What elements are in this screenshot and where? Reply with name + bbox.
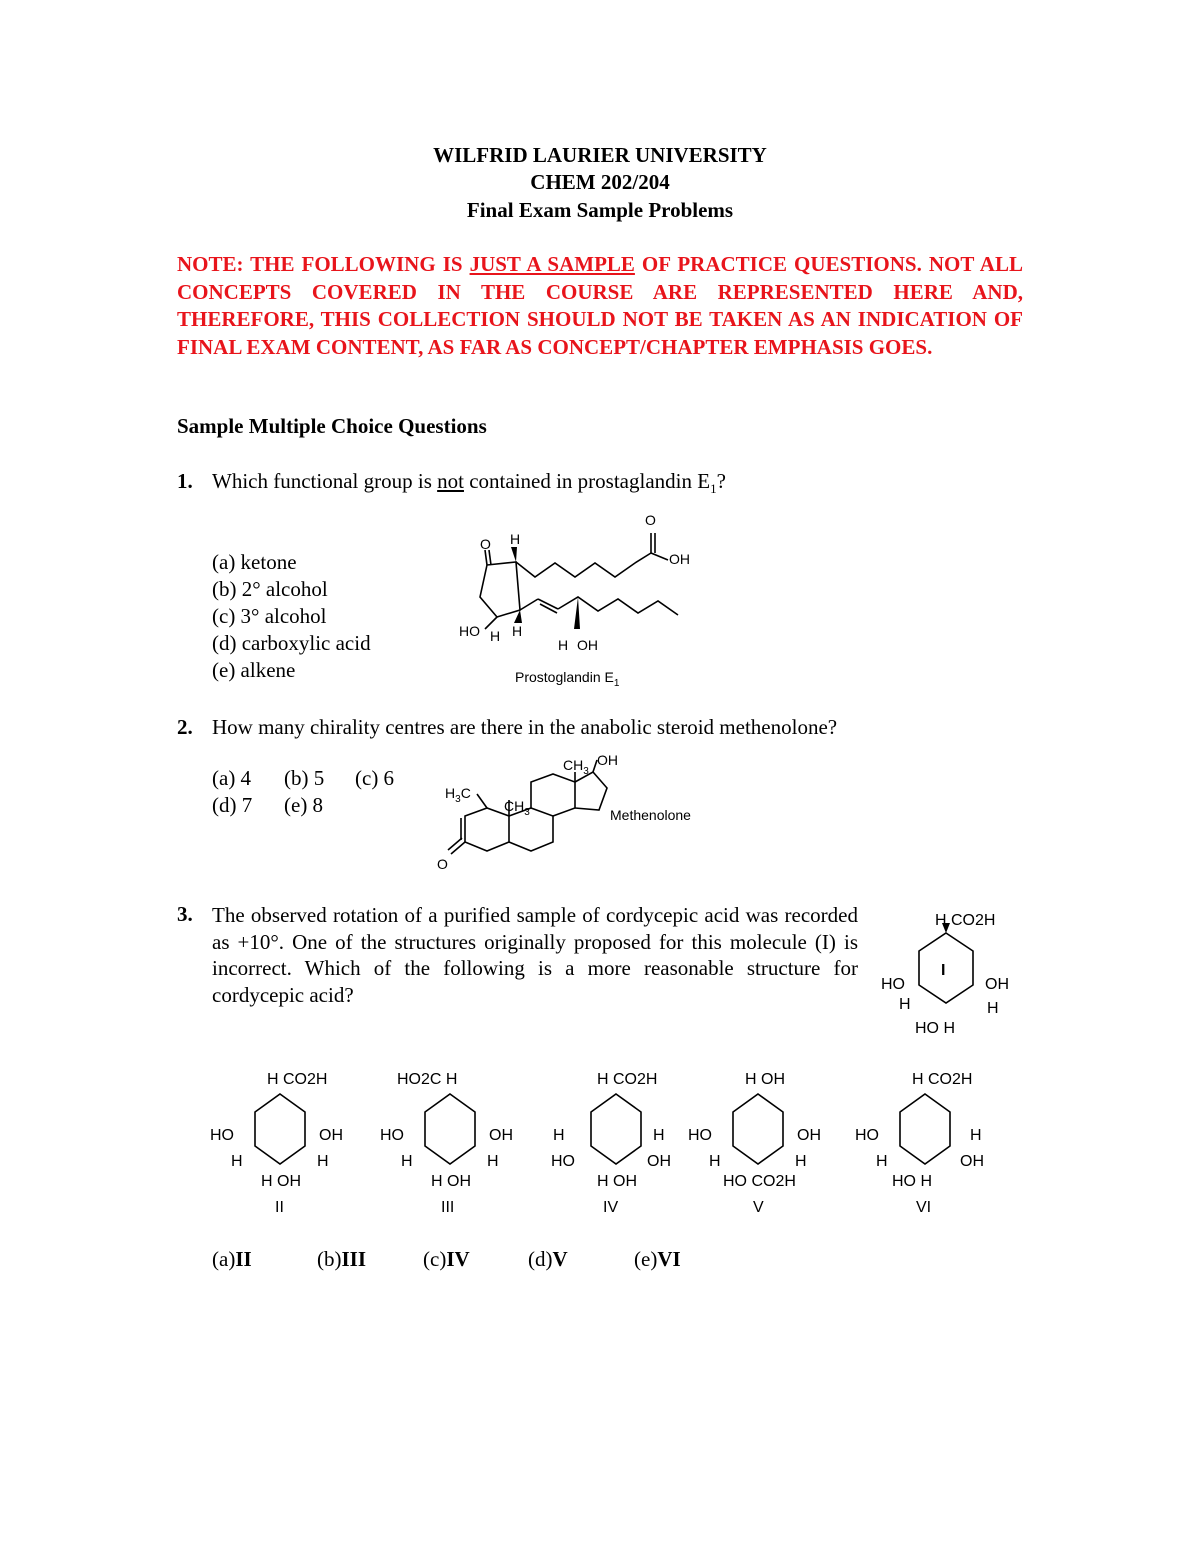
meth-label-ch3-top: $CH_3$ (563, 757, 589, 777)
document-title: Final Exam Sample Problems (466, 198, 734, 222)
q2-option-b[interactable]: (b) 5 (284, 766, 325, 790)
structure-V (683, 1062, 843, 1222)
structure-I-bl: H (899, 996, 911, 1013)
q3-option-d[interactable]: (d)V (528, 1247, 568, 1271)
structure-IV-bottom: H OH (597, 1173, 637, 1190)
structure-V-top: H OH (745, 1071, 785, 1088)
q3-option-e[interactable]: (e)VI (634, 1247, 681, 1271)
structure-II-bottom: H OH (261, 1173, 301, 1190)
meth-label-ch3-mid: $CH_3$ (504, 798, 530, 818)
structure-II-top: H CO2H (267, 1071, 328, 1088)
structure-V-br: H (795, 1153, 807, 1170)
structure-VI-label: VI (916, 1199, 932, 1216)
structure-VI-bottom: HO H (892, 1173, 932, 1190)
meth-label-o: O (437, 856, 448, 872)
pg-label-h-side: H (558, 637, 569, 653)
structure-II-left: HO (210, 1127, 234, 1144)
pg-label-h1: H (490, 628, 501, 644)
q1-option-c[interactable]: (c) 3° alcohol (212, 604, 327, 628)
section-title: Sample Multiple Choice Questions (177, 414, 487, 438)
structure-IV-right: H (653, 1127, 665, 1144)
q1-text: Which functional group is not contained in prostaglandin $E_1$? (212, 469, 726, 497)
structure-II-label: II (275, 1199, 284, 1216)
structure-I-br: H (987, 1000, 999, 1017)
structure-IV-bl: HO (551, 1153, 575, 1170)
q3-option-c[interactable]: (c)IV (423, 1247, 470, 1271)
note-text-1: NOTE: THE FOLLOWING IS (177, 252, 470, 276)
note-underlined: JUST A SAMPLE (469, 252, 635, 276)
pg-label-ho: HO (459, 623, 480, 639)
course-code: CHEM 202/204 (530, 170, 670, 194)
meth-label-oh: OH (597, 752, 618, 768)
structure-V-right: OH (797, 1127, 821, 1144)
structure-VI-bl: H (876, 1153, 888, 1170)
pg-label-oh-side: OH (577, 637, 598, 653)
q3-options (212, 1247, 681, 1272)
structure-IV (541, 1062, 701, 1222)
q2-option-e[interactable]: (e) 8 (284, 793, 324, 817)
q1-option-a[interactable]: (a) ketone (212, 550, 297, 574)
meth-label-h3c: $H_3C$ (445, 785, 471, 805)
structure-V-bl: H (709, 1153, 721, 1170)
structure-II-br: H (317, 1153, 329, 1170)
methenolone-structure (415, 748, 725, 878)
structure-IV-br: OH (647, 1153, 671, 1170)
structure-II (205, 1062, 365, 1222)
structures-row (205, 1062, 1005, 1222)
structure-III (375, 1062, 535, 1222)
pg-label-oh: OH (669, 551, 690, 567)
q2-number: 2. (177, 715, 193, 739)
q1-option-b[interactable]: (b) 2° alcohol (212, 577, 328, 601)
structure-IV-left: H (553, 1127, 565, 1144)
pg-label-o-ring: O (480, 536, 491, 552)
note-text-2: OF PRACTICE QUESTIONS. NOT ALL CONCEPTS COVERED IN THE COURSE ARE REPRESENTED HERE AND, THEREFORE, THIS COLLECTION SHOULD NOT BE TAKEN AS AN INDICATION OF FINAL EXAM CONTENT, AS FAR AS CONCEPT/CHAPTER EMPHASIS GOES. (177, 252, 1023, 359)
structure-I-label: I (941, 962, 946, 979)
structure-IV-label: IV (603, 1199, 619, 1216)
q3-option-b[interactable]: (b)III (317, 1247, 367, 1271)
structure-V-left: HO (688, 1127, 712, 1144)
q2-options-row2 (212, 793, 323, 818)
structure-III-left: HO (380, 1127, 404, 1144)
q3-text: The observed rotation of a purified sample of cordycepic acid was recorded as +10°. One of the structures originally proposed for this molecule (I) is incorrect. Which of the following is a more reasonable structure for cordycepic acid? (212, 903, 858, 1007)
pg-label-o-top: O (645, 512, 656, 528)
structure-IV-top: H CO2H (597, 1071, 658, 1088)
q3-option-a[interactable]: (a)II (212, 1247, 252, 1271)
structure-III-br: H (487, 1153, 499, 1170)
q2-option-c[interactable]: (c) 6 (355, 766, 395, 790)
structure-III-bottom: H OH (431, 1173, 471, 1190)
disclaimer-note (177, 251, 1023, 361)
q2-option-a[interactable]: (a) 4 (212, 766, 252, 790)
pg-caption: Prostoglandin $E_1$ (515, 669, 620, 689)
q2-text: How many chirality centres are there in the anabolic steroid methenolone? (212, 715, 838, 739)
meth-caption: Methenolone (610, 807, 691, 823)
structure-V-label: V (753, 1199, 764, 1216)
structure-III-right: OH (489, 1127, 513, 1144)
structure-I (877, 905, 1027, 1040)
structure-I-top: H CO2H (935, 912, 996, 929)
q1-options (212, 549, 371, 684)
structure-V-bottom: HO CO2H (723, 1173, 796, 1190)
pg-label-h2: H (512, 623, 523, 639)
structure-III-top: HO2C H (397, 1071, 458, 1088)
structure-II-right: OH (319, 1127, 343, 1144)
structure-III-bl: H (401, 1153, 413, 1170)
q1-option-e[interactable]: (e) alkene (212, 658, 296, 682)
q2-option-d[interactable]: (d) 7 (212, 793, 253, 817)
structure-VI-left: HO (855, 1127, 879, 1144)
structure-VI-br: OH (960, 1153, 984, 1170)
pg-label-h-top: H (510, 531, 521, 547)
structure-I-right: OH (985, 976, 1009, 993)
q1-option-d[interactable]: (d) carboxylic acid (212, 631, 371, 655)
prostaglandin-structure (440, 505, 700, 690)
structure-I-bottom: HO H (915, 1020, 955, 1037)
university-name: WILFRID LAURIER UNIVERSITY (433, 143, 767, 167)
structure-VI-top: H CO2H (912, 1071, 973, 1088)
q2-options-row1 (212, 766, 394, 791)
structure-III-label: III (441, 1199, 455, 1216)
structure-I-left: HO (881, 976, 905, 993)
structure-VI-right: H (970, 1127, 982, 1144)
structure-VI (850, 1062, 1010, 1222)
q1-number: 1. (177, 469, 193, 493)
q3-number: 3. (177, 902, 193, 926)
structure-II-bl: H (231, 1153, 243, 1170)
